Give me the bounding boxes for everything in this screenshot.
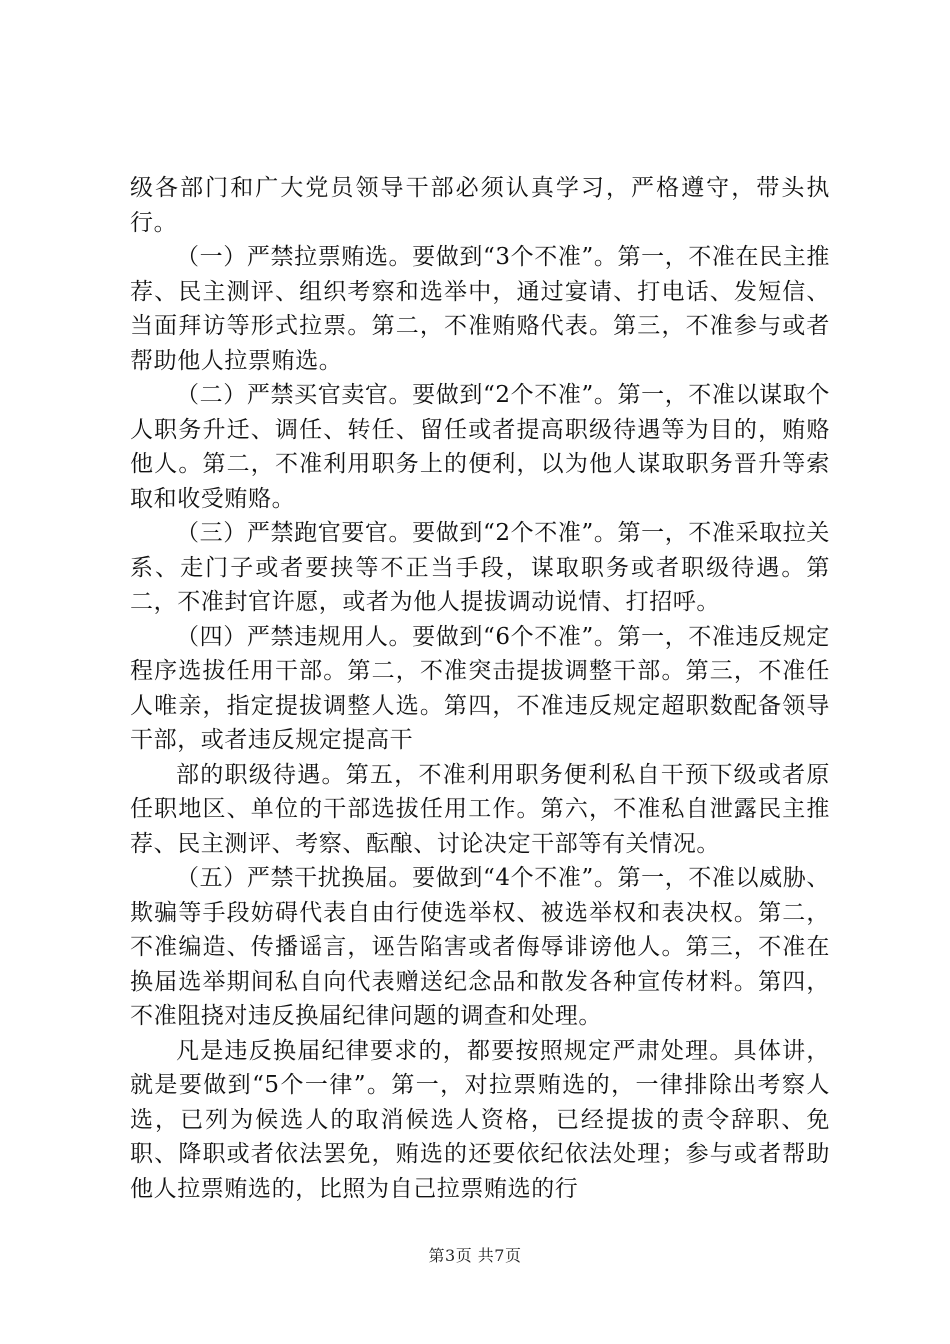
page-number-footer: 第3页 共7页 bbox=[428, 1246, 522, 1265]
paragraph-item-2: （二）严禁买官卖官。要做到“2个不准”。第一，不准以谋取个人职务升迁、调任、转任、留任或者提高职级待遇等为目的，贿赂他人。第二，不准利用职务上的便利，以为他人谋取职务晋升等索取和收受贿赂。 bbox=[130, 382, 830, 512]
paragraph-item-4: （四）严禁违规用人。要做到“6个不准”。第一，不准违反规定程序选拔任用干部。第二，不准突击提拔调整干部。第三，不准任人唯亲，指定提拔调整人选。第四，不准违反规定超职数配备领导干部，或者违反规定提高干 bbox=[130, 623, 830, 753]
document-body bbox=[130, 171, 830, 1206]
paragraph-item-1: （一）严禁拉票贿选。要做到“3个不准”。第一，不准在民主推荐、民主测评、组织考察和选举中，通过宴请、打电话、发短信、当面拜访等形式拉票。第二，不准贿赂代表。第三，不准参与或者帮助他人拉票贿选。 bbox=[130, 244, 830, 374]
paragraph-continuation: 级各部门和广大党员领导干部必须认真学习，严格遵守，带头执行。 bbox=[130, 175, 830, 236]
paragraph-item-4-continued: 部的职级待遇。第五，不准利用职务便利私自干预下级或者原任职地区、单位的干部选拔任用工作。第六，不准私自泄露民主推荐、民主测评、考察、酝酿、讨论决定干部等有关情况。 bbox=[130, 761, 830, 857]
paragraph-item-3: （三）严禁跑官要官。要做到“2个不准”。第一，不准采取拉关系、走门子或者要挟等不正当手段，谋取职务或者职级待遇。第二，不准封官许愿，或者为他人提拔调动说情、打招呼。 bbox=[130, 520, 830, 615]
paragraph-five-rules: 凡是违反换届纪律要求的，都要按照规定严肃处理。具体讲，就是要做到“5个一律”。第一，对拉票贿选的，一律排除出考察人选，已列为候选人的取消候选人资格，已经提拔的责令辞职、免职、降职或者依法罢免，贿选的还要依纪依法处理；参与或者帮助他人拉票贿选的，比照为自己拉票贿选的行 bbox=[130, 1037, 830, 1202]
paragraph-item-5: （五）严禁干扰换届。要做到“4个不准”。第一，不准以威胁、欺骗等手段妨碍代表自由行使选举权、被选举权和表决权。第二，不准编造、传播谣言，诬告陷害或者侮辱诽谤他人。第三，不准在换届选举期间私自向代表赠送纪念品和散发各种宣传材料。第四，不准阻挠对违反换届纪律问题的调查和处理。 bbox=[130, 865, 830, 1029]
